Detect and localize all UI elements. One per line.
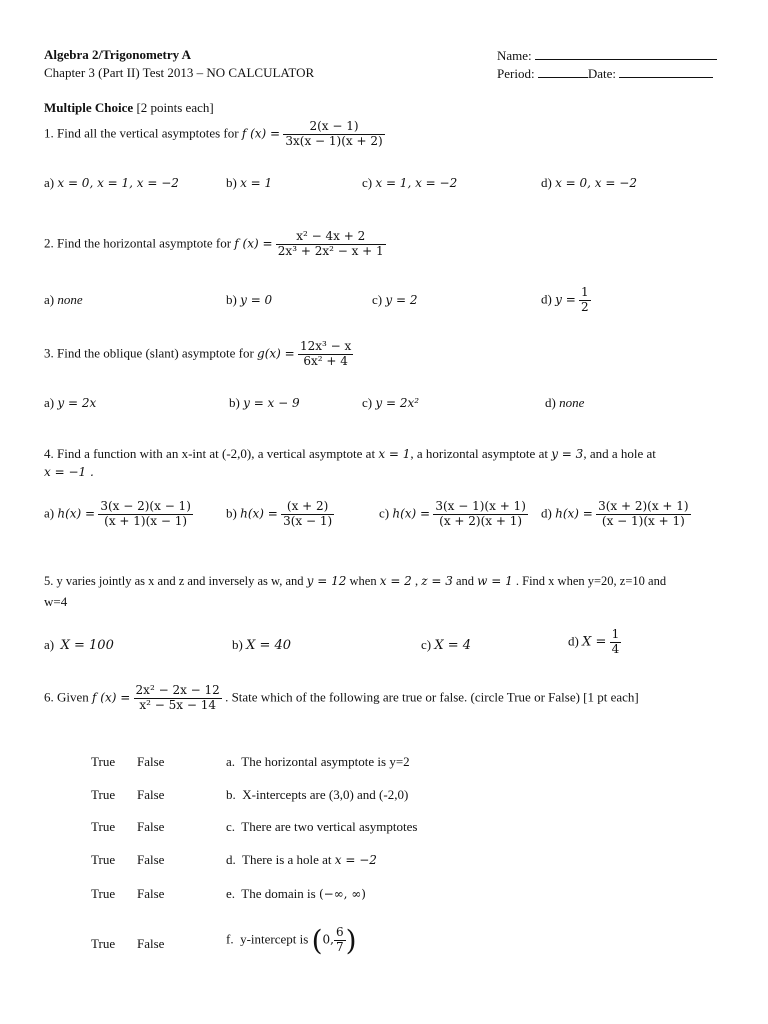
q3-option-a[interactable]: a) y = 2x <box>44 395 97 410</box>
q6e-true[interactable]: True <box>91 886 116 901</box>
q6c-true[interactable]: True <box>91 819 116 834</box>
q2-numerator: x² − 4x + 2 <box>276 230 386 245</box>
q5-option-b[interactable]: b) X = 40 <box>232 637 292 653</box>
q1-numerator: 2(x − 1) <box>283 120 384 135</box>
q4-option-b[interactable]: b) h(x) = $\frac{(x + 2)}{3(x - 1)}$ <box>226 499 333 528</box>
q6b-false[interactable]: False <box>137 787 165 802</box>
q3-text: 3. Find the oblique (slant) asymptote for <box>44 345 258 361</box>
q3-option-d[interactable]: d) none <box>545 395 585 410</box>
q6b-statement: b. X-intercepts are (3,0) and (-2,0) <box>226 787 409 802</box>
q3-option-c[interactable]: c) y = 2x² <box>362 395 420 410</box>
q6f-false[interactable]: False <box>137 936 165 951</box>
q1-option-b[interactable]: b) x = 1 <box>226 175 273 190</box>
q6f-statement: f. y-intercept is (0, $\frac{6}{7}$ ) <box>226 924 357 957</box>
q6e-statement: e. The domain is (−∞, ∞) <box>226 886 366 901</box>
q6a-statement: a. The horizontal asymptote is y=2 <box>226 754 410 769</box>
question-3 <box>44 340 353 369</box>
name-label: Name: <box>497 48 532 63</box>
q1-func: f (x) = <box>241 126 281 141</box>
q4-option-c[interactable]: c) h(x) = $\frac{3(x - 1)(x + 1)}{(x + 2)(x + 1)}$ <box>379 499 526 528</box>
question-4: 4. Find a function with an x-int at (-2,0), a vertical asymptote at x = 1, a horizontal asymptote at y = 3, and a hole at <box>44 446 656 461</box>
q6-fraction: $\frac{\text{2x² − 2x − 12}}{\text{x² − 5x − 14}}$ <box>135 683 220 712</box>
test-title: Chapter 3 (Part II) Test 2013 – NO CALCULATOR <box>44 65 315 80</box>
q5-option-d[interactable]: d) X = $\frac{1}{4}$ <box>568 627 620 656</box>
q1-option-a[interactable]: a) x = 0, x = 1, x = −2 <box>44 175 179 190</box>
q5-line-2: w=4 <box>44 594 68 609</box>
q2-option-a[interactable]: a) none <box>44 292 83 307</box>
right-paren: ) <box>345 924 357 957</box>
q4-option-a[interactable]: a) h(x) = $\frac{3(x - 2)(x - 1)}{(x + 1)(x - 1)}$ <box>44 499 191 528</box>
section-points: [2 points each] <box>136 100 214 115</box>
q6c-false[interactable]: False <box>137 819 165 834</box>
name-line <box>535 47 717 60</box>
question-2 <box>44 230 386 259</box>
q2-text: 2. Find the horizontal asymptote for <box>44 235 235 251</box>
date-label: Date: <box>587 66 616 81</box>
q2-option-c[interactable]: c) y = 2 <box>372 292 418 307</box>
left-paren: ( <box>311 924 323 957</box>
q6a-true[interactable]: True <box>91 754 116 769</box>
q6a-false[interactable]: False <box>137 754 165 769</box>
q5-option-c[interactable]: c) X = 4 <box>421 637 472 653</box>
question-5: 5. y varies jointly as x and z and inversely as w, and y = 12 when x = 2 , z = 3 and w = 1 . Find x when y=20, z=10 and <box>44 574 667 588</box>
q6d-statement: d. There is a hole at x = −2 <box>226 852 377 867</box>
q4-option-d[interactable]: d) h(x) = $\frac{3(x + 2)(x + 1)}{(x - 1)(x + 1)}$ <box>541 499 689 528</box>
q6d-false[interactable]: False <box>137 852 165 867</box>
q3-func: g(x) = <box>257 346 295 361</box>
q3-numerator: 12x³ − x <box>299 339 352 353</box>
q1-option-d[interactable]: d) x = 0, x = −2 <box>541 175 637 190</box>
q1-option-c[interactable]: c) x = 1, x = −2 <box>362 175 458 190</box>
q5-option-a[interactable]: a) X = 100 <box>44 637 114 653</box>
q2-option-d[interactable]: d) y = $\frac{1}{2}$ <box>541 285 589 314</box>
q1-denominator: 3x(x − 1)(x + 2) <box>285 133 383 148</box>
q4-line-2: x = −1 . <box>44 465 94 479</box>
q2-denominator: 2x³ + 2x² − x + 1 <box>277 243 384 258</box>
date-line <box>619 65 713 78</box>
q3-fraction <box>298 340 353 369</box>
q6d-true[interactable]: True <box>91 852 116 867</box>
q3-denominator: 6x² + 4 <box>303 353 348 368</box>
question-1 <box>44 120 385 149</box>
name-field <box>497 47 717 64</box>
section-heading <box>44 100 214 116</box>
q6c-statement: c. There are two vertical asymptotes <box>226 819 418 834</box>
q6b-true[interactable]: True <box>91 787 116 802</box>
q3-option-b[interactable]: b) y = x − 9 <box>229 395 300 410</box>
q6f-true[interactable]: True <box>91 936 116 951</box>
q2-fraction <box>276 230 386 259</box>
q2-d-fraction: $\frac{1}{2}$ <box>581 285 589 314</box>
q1-text: 1. Find all the vertical asymptotes for <box>44 125 242 141</box>
course-title: Algebra 2/Trigonometry A <box>44 47 192 62</box>
period-line <box>538 65 588 78</box>
q6e-false[interactable]: False <box>137 886 165 901</box>
q2-option-b[interactable]: b) y = 0 <box>226 292 273 307</box>
period-date-field <box>497 65 713 82</box>
q2-func: f (x) = <box>234 236 273 251</box>
question-6: 6. Given f (x) = $\frac{\text{2x² − 2x − 12}}{\text{x² − 5x − 14}}$ . State which of the following are true or false. (circle True or False) [1 pt each] <box>44 683 639 712</box>
section-title: Multiple Choice <box>44 100 134 115</box>
q1-fraction <box>283 120 384 149</box>
period-label: Period: <box>497 66 535 81</box>
